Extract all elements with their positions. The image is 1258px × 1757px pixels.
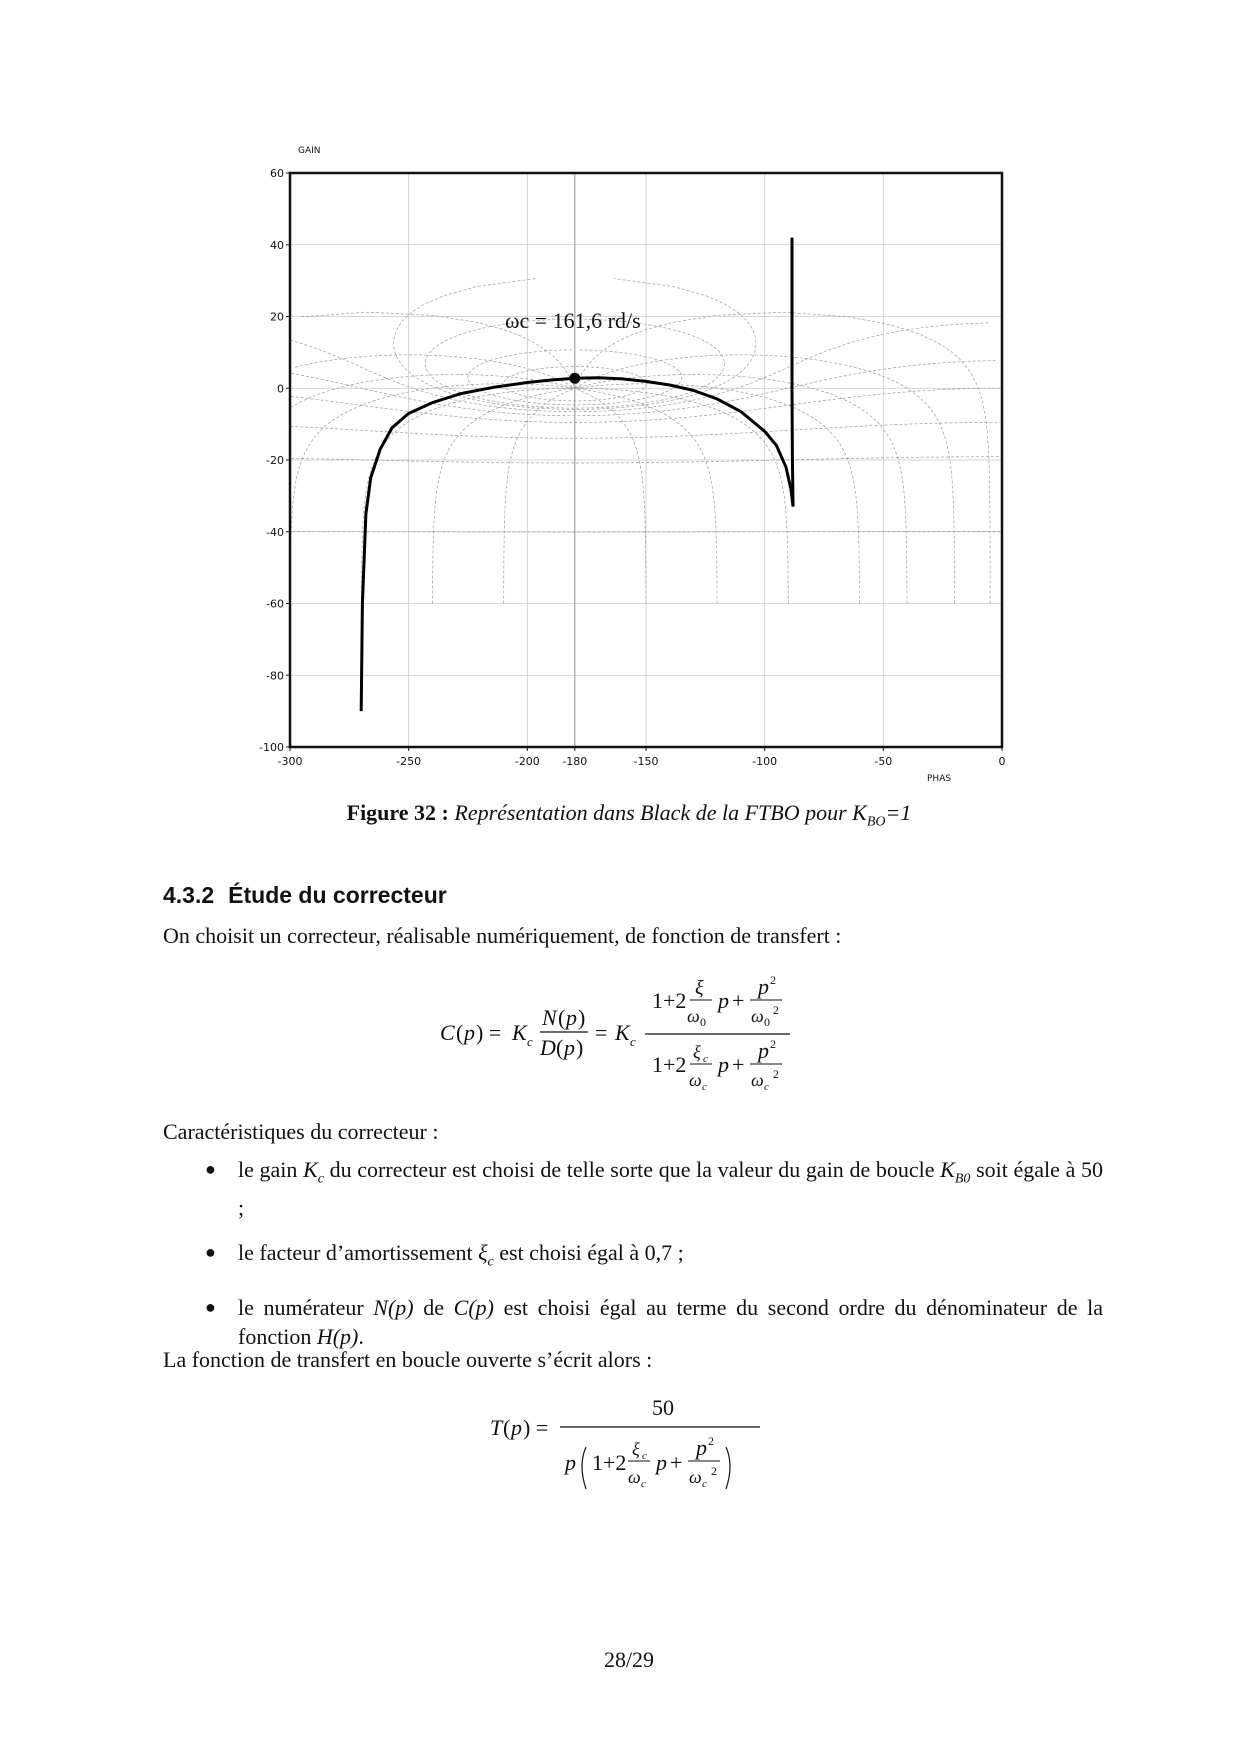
y-tick-label: 60	[270, 167, 284, 180]
x-tick-label: -200	[514, 755, 540, 768]
x-tick-label: -300	[277, 755, 303, 768]
svg-text:+: +	[732, 988, 745, 1013]
y-tick-label: 0	[277, 382, 284, 396]
crossover-point	[569, 373, 580, 384]
svg-text:p: p	[565, 1450, 576, 1475]
open-loop-formula	[480, 1385, 780, 1511]
svg-text:0: 0	[700, 1015, 706, 1029]
y-axis-label: GAIN	[298, 146, 321, 156]
black-nichols-chart	[0, 0, 1258, 800]
caption-end: =1	[885, 800, 912, 825]
svg-text:p: p	[511, 1415, 522, 1440]
svg-text:+: +	[732, 1052, 745, 1077]
svg-text:2: 2	[773, 1067, 779, 1081]
svg-text:+: +	[670, 1450, 683, 1475]
m-circle	[290, 323, 991, 412]
nichols-contours	[290, 279, 1001, 604]
svg-text:2: 2	[708, 1434, 714, 1448]
caption-k: K	[852, 800, 867, 825]
svg-text:ω: ω	[689, 1070, 702, 1090]
m-circle	[291, 388, 1000, 422]
svg-text:p: p	[758, 1038, 769, 1063]
svg-text:C: C	[440, 1020, 455, 1045]
y-tick-label: -20	[266, 454, 284, 467]
svg-text:N: N	[542, 1005, 557, 1030]
svg-text:1+2: 1+2	[652, 988, 687, 1013]
svg-text:ω: ω	[751, 1006, 764, 1026]
n-circle	[575, 375, 907, 604]
svg-text:c: c	[630, 1034, 636, 1049]
figure-caption-text: Représentation dans Black de la FTBO pour	[454, 800, 853, 825]
omega-annotation: ωc = 161,6 rd/s	[505, 308, 641, 333]
x-tick-label: -150	[633, 755, 659, 768]
open-loop-paragraph: La fonction de transfert en boucle ouverte s’écrit alors :	[163, 1347, 653, 1372]
svg-text:p: p	[718, 988, 729, 1013]
svg-text:ω: ω	[628, 1467, 641, 1487]
n-circle	[575, 388, 788, 603]
svg-text:p: p	[564, 1035, 575, 1060]
svg-text:(: (	[503, 1415, 511, 1440]
svg-text:p: p	[696, 1435, 707, 1460]
x-tick-label: 0	[998, 755, 1006, 768]
n-circle	[575, 384, 859, 604]
n-circle	[290, 384, 574, 604]
y-tick-label: -60	[266, 597, 284, 611]
svg-text:2: 2	[773, 1003, 779, 1017]
y-tick-label: 40	[270, 238, 284, 252]
y-tick-label: -40	[266, 525, 284, 539]
svg-text:T: T	[490, 1415, 503, 1440]
svg-text:K: K	[512, 1020, 527, 1045]
svg-text:(: (	[456, 1020, 464, 1045]
figure-caption: Figure 32 : Représentation dans Black de la FTBO pour $K_{BO}=1$	[346, 800, 912, 830]
svg-text:(: (	[558, 1005, 566, 1030]
x-tick-label: -50	[874, 755, 893, 768]
svg-text:c: c	[703, 1053, 708, 1065]
svg-text:p: p	[718, 1052, 729, 1077]
svg-text:ω: ω	[687, 1006, 700, 1026]
section-heading	[163, 882, 447, 909]
svg-text:): )	[578, 1005, 586, 1030]
svg-text:2: 2	[770, 973, 776, 987]
svg-text:ξ: ξ	[693, 1042, 701, 1062]
characteristics-label: Caractéristiques du correcteur :	[163, 1119, 439, 1144]
svg-text:50: 50	[652, 1395, 674, 1420]
svg-text:p: p	[656, 1450, 667, 1475]
page-number: 28/29	[603, 1647, 655, 1672]
section-number: 4.3.2	[163, 882, 215, 908]
list-item: ● le facteur d’amortissement $\xi_c$ est choisi égal à 0,7 ;	[205, 1240, 684, 1270]
svg-text:ω: ω	[751, 1070, 764, 1090]
svg-text:1+2: 1+2	[592, 1450, 627, 1475]
svg-text:c: c	[702, 1478, 707, 1490]
svg-text:K: K	[615, 1020, 630, 1045]
svg-text:): )	[576, 1035, 584, 1060]
figure-label: Figure 32	[346, 800, 437, 825]
svg-text:c: c	[764, 1081, 769, 1093]
chart-grid	[290, 173, 1002, 747]
y-tick-label: -80	[266, 669, 284, 683]
y-tick-label: -100	[259, 741, 284, 754]
svg-text:D: D	[540, 1035, 556, 1060]
svg-text:p: p	[464, 1020, 475, 1045]
svg-text:1+2: 1+2	[652, 1052, 687, 1077]
svg-text:(: (	[556, 1035, 564, 1060]
list-item: ● le gain $K_c$ du correcteur est choisi de telle sorte que la valeur du gain de boucle $K_{B0}$ soit égale à 50 ;	[205, 1157, 1103, 1221]
svg-text:) =: ) =	[476, 1020, 502, 1045]
corrector-formula	[430, 960, 850, 1116]
axis-ticks	[259, 167, 1005, 768]
x-tick-label: -180	[562, 755, 588, 768]
characteristics-list	[163, 1155, 1103, 1367]
svg-text:2: 2	[711, 1464, 717, 1478]
svg-text:2: 2	[770, 1037, 776, 1051]
svg-text:p: p	[758, 974, 769, 999]
svg-text:0: 0	[764, 1015, 770, 1029]
svg-text:) =: ) =	[523, 1415, 549, 1440]
svg-text:p: p	[566, 1005, 577, 1030]
caption-sub: BO	[866, 814, 886, 830]
svg-text:c: c	[527, 1034, 533, 1049]
svg-text:c: c	[642, 1450, 647, 1462]
svg-text:ξ: ξ	[632, 1439, 640, 1459]
list-item: ● le numérateur N(p) de C(p) est choisi égal au terme du second ordre du dénominateur de la fonction H(p).	[205, 1294, 1103, 1349]
svg-text:=: =	[595, 1020, 608, 1045]
section-title: Étude du correcteur	[228, 882, 447, 908]
x-axis-label: PHAS	[927, 774, 952, 784]
intro-paragraph: On choisit un correcteur, réalisable numériquement, de fonction de transfert :	[163, 923, 842, 948]
y-tick-label: 20	[270, 310, 284, 324]
svg-text:ξ: ξ	[695, 977, 704, 999]
svg-text:c: c	[641, 1478, 646, 1490]
x-tick-label: -250	[396, 755, 422, 768]
svg-text:c: c	[702, 1081, 707, 1093]
x-tick-label: -100	[752, 755, 778, 768]
svg-text:ω: ω	[689, 1467, 702, 1487]
n-circle	[361, 388, 574, 603]
